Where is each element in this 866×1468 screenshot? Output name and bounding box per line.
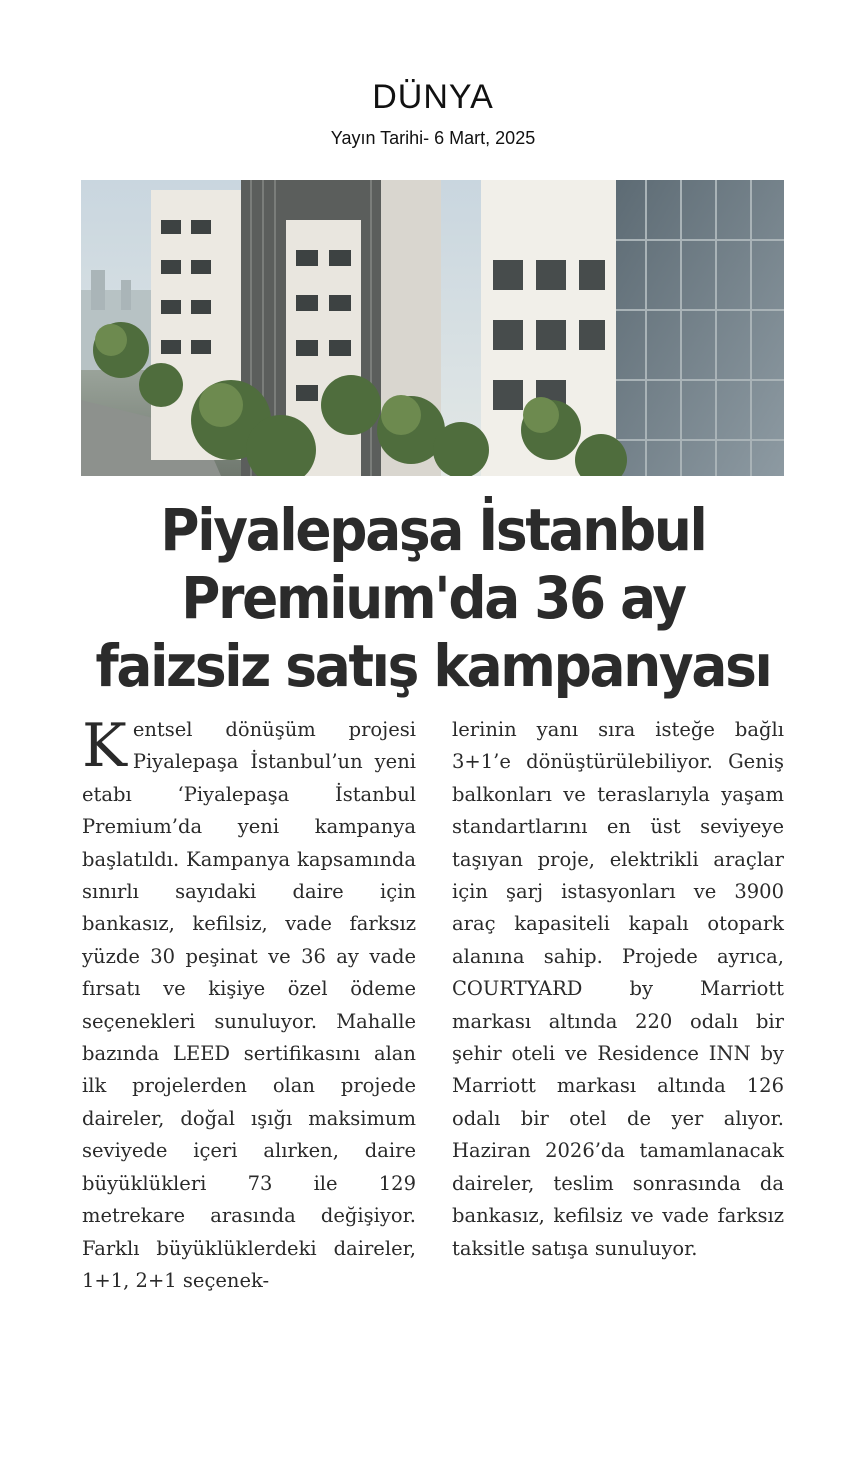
article-column-right <box>452 714 784 1265</box>
headline-line-3: faizsiz satış kampanyası <box>95 632 771 700</box>
article-text-left: entsel dönüşüm projesi Piyalepaşa İstanbul’un yeni etabı ‘Piyalepaşa İstanbul Premium’da yeni kampanya başlatıldı. Kampanya kapsamında sınırlı sayıdaki daire için bankasız, kefilsiz, vade farksız yüzde 30 peşinat ve 36 ay vade fırsatı ve kişiye özel ödeme seçenekleri sunuluyor. Mahalle bazında LEED sertifikasını alan ilk projelerden olan projede daireler, doğal ışığı maksimum seviyede içeri alırken, daire büyüklükleri 73 ile 129 metrekare arasında değişiyor. Farklı büyüklüklerdeki daireler, 1+1, 2+1 seçenek- <box>82 718 416 1292</box>
article-column-left <box>82 711 416 1297</box>
headline-line-2: Premium'da 36 ay <box>181 564 685 632</box>
headline-line-1: Piyalepaşa İstanbul <box>160 496 706 564</box>
publication-date: Yayın Tarihi- 6 Mart, 2025 <box>330 128 536 148</box>
headline <box>90 496 776 700</box>
drop-cap: K <box>82 711 127 781</box>
newspaper-name: DÜNYA <box>372 78 494 116</box>
building-render-image <box>81 180 784 476</box>
article-text-right: lerinin yanı sıra isteğe bağlı 3+1’e dönüştürülebiliyor. Geniş balkonları ve teraslarıyla yaşam standartlarını en üst seviyeye taşıyan proje, elektrikli araçlar için şarj istasyonları ve 3900 araç kapasiteli kapalı otopark alanına sahip. Projede ayrıca, COURTYARD by Marriott markası altında 220 odalı bir şehir oteli ve Residence INN by Marriott markası altında 126 odalı bir otel de yer alıyor. Haziran 2026’da tamamlanacak daireler, teslim sonrasında da bankasız, kefilsiz ve vade farksız taksitle satışa sunuluyor. <box>452 718 784 1260</box>
